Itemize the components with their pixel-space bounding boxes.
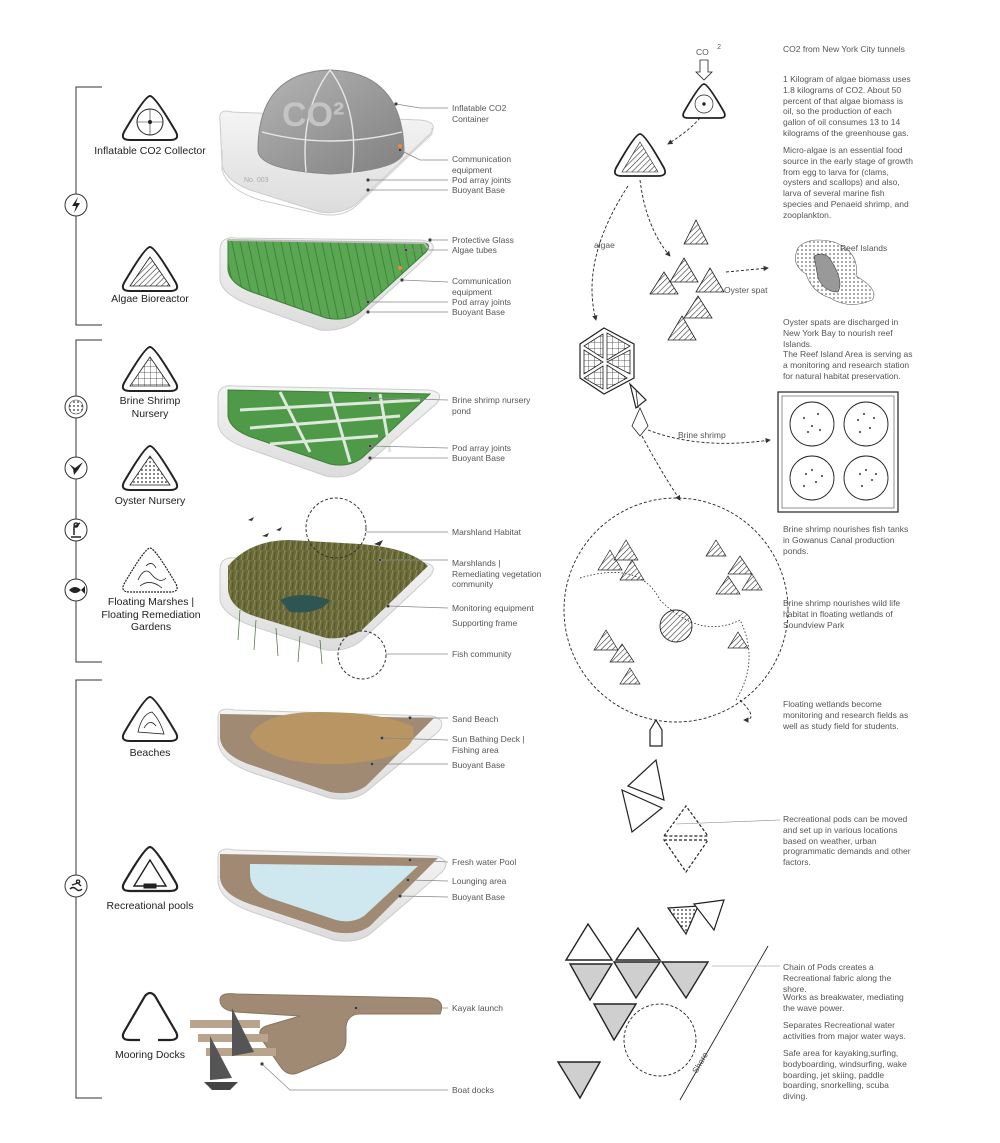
recreational-pod-chain <box>622 720 724 934</box>
note-micro-algae: Micro-algae is an essential food source in the early stage of growth from egg to larva for (clams, oysters and scallops) and also, larva of several marine fish species and Penaeid shrimp, and zooplankton. <box>783 145 913 220</box>
label-co2-container: Inflatable CO2 Container <box>452 103 507 124</box>
label-brine-joints: Pod array joints <box>452 443 512 453</box>
pod-name-beaches: Beaches <box>129 747 171 759</box>
pod-name-mooring-docks: Mooring Docks <box>114 1049 186 1061</box>
label-protective-glass: Protective Glass <box>452 235 514 245</box>
label-co2-base: Buoyant Base <box>452 185 505 195</box>
recreational-pool-triangle-icon <box>123 847 177 891</box>
note-soundview: Brine shrimp nourishes wild life habitat in floating wetlands of Soundview Park <box>783 598 901 630</box>
label-boat-docks: Boat docks <box>452 1085 495 1095</box>
label-marshland-habitat: Marshland Habitat <box>452 527 521 537</box>
note-algae-biomass: 1 Kilogram of algae biomass uses 1.8 kilograms of CO2. About 50 percent of that algae biomass is oil, so the production of each gallon of oil consumes 13 to 14 kilograms of the greenhouse gas. <box>783 74 911 138</box>
pod-name-co2-collector: Inflatable CO2 Collector <box>94 145 206 157</box>
beach-triangle-icon <box>123 697 177 741</box>
label-remediating-vegetation: Marshlands | Remediating vegetation community <box>452 558 542 589</box>
safe-area-zone <box>624 1004 696 1076</box>
flow-collector-icon <box>683 84 725 118</box>
algae-bioreactor-pod <box>220 238 433 331</box>
note-oyster-spats: Oyster spats are discharged in New York Bay to nourish reef Islands. <box>783 317 899 349</box>
label-kayak-launch: Kayak launch <box>452 1003 504 1013</box>
pod-serial-number: No. 003 <box>244 177 269 184</box>
flow-algae-label: algae <box>594 240 615 250</box>
brine-shrimp-triangle-icon <box>123 347 177 391</box>
bird-icon <box>65 457 87 479</box>
note-safe-area: Safe area for kayaking,surfing, bodyboarding, windsurfing, wake boarding, jet skiing, paddle boarding, snorkelling, scuba diving. <box>783 1048 907 1102</box>
label-sand-beach: Sand Beach <box>452 714 499 724</box>
note-recreational-pods: Recreational pods can be moved and set up in various locations based on weather, urban programmatic demands and other factors. <box>783 814 911 868</box>
brine-shrimp-pod <box>218 386 440 477</box>
co2-collector-triangle-icon <box>123 96 177 140</box>
flow-shore-label: Shore <box>690 1050 711 1075</box>
pod-icons <box>123 96 177 1040</box>
label-algae-communication: Communication equipment <box>452 276 512 297</box>
fish-icon <box>65 579 87 601</box>
label-co2-joints: Pod array joints <box>452 175 512 185</box>
co2-dome-lettering: CO² <box>282 96 345 134</box>
beach-pod <box>218 709 442 799</box>
label-algae-tubes: Algae tubes <box>452 245 497 255</box>
algae-bioreactor-triangle-icon <box>123 247 177 291</box>
note-co2-source: CO2 from New York City tunnels <box>783 44 905 54</box>
flow-co2-superscript: 2 <box>717 44 722 51</box>
label-beach-base: Buoyant Base <box>452 760 505 770</box>
central-hex-pod <box>660 610 692 642</box>
note-reef-island: The Reef Island Area is serving as a monitoring and research station for natural habitat preservation. <box>783 349 913 381</box>
co2-input-arrow <box>696 60 712 80</box>
swimmer-icon <box>65 875 87 897</box>
label-co2-communication: Communication equipment <box>452 154 512 175</box>
shore-pod-fabric <box>558 924 711 1098</box>
label-sun-bathing-deck: Sun Bathing Deck | Fishing area <box>452 734 525 755</box>
label-lounging-area: Lounging area <box>452 876 507 886</box>
pod-name-brine-shrimp: Brine Shrimp Nursery <box>119 395 181 420</box>
floating-marsh-triangle-icon <box>123 548 177 592</box>
floating-marsh-pod <box>220 498 433 679</box>
shell-icon <box>65 396 87 418</box>
label-algae-joints: Pod array joints <box>452 297 512 307</box>
label-monitoring-equipment: Monitoring equipment <box>452 603 534 613</box>
note-chain-of-pods: Chain of Pods creates a Recreational fabric along the shore. <box>783 962 892 994</box>
label-fish-community: Fish community <box>452 649 512 659</box>
pod-name-algae-bioreactor: Algae Bioreactor <box>111 293 189 305</box>
recreational-pool-pod <box>218 849 446 941</box>
label-fresh-water-pool: Fresh water Pool <box>452 857 517 867</box>
pod-name-floating-marshes: Floating Marshes | Floating Remediation Gardens <box>101 596 201 633</box>
brine-shrimp-hex-cluster <box>580 328 648 436</box>
co2-collector-pod <box>220 70 434 215</box>
oyster-nursery-triangle-icon <box>123 446 177 490</box>
label-pool-base: Buoyant Base <box>452 892 505 902</box>
flow-oyster-label: Oyster spat <box>724 285 768 295</box>
flow-co2-label <box>696 44 722 60</box>
flow-reef-label: Reef Islands <box>840 243 888 253</box>
lightning-icon <box>65 194 87 216</box>
pod-name-recreational-pools: Recreational pools <box>106 900 194 912</box>
label-algae-base: Buoyant Base <box>452 307 505 317</box>
note-wetlands-study: Floating wetlands become monitoring and research fields as well as study field for students. <box>783 699 909 731</box>
pod-name-oyster-nursery: Oyster Nursery <box>114 495 186 507</box>
flow-brine-label: Brine shrimp <box>678 430 726 440</box>
flow-co2-text: CO <box>696 47 709 57</box>
mooring-dock-triangle-icon <box>123 993 177 1040</box>
person-icon <box>65 519 87 541</box>
note-breakwater: Works as breakwater, mediating the wave power. <box>783 992 904 1013</box>
flow-bioreactor-icon <box>615 134 665 176</box>
label-brine-pond: Brine shrimp nursery pond <box>452 395 531 416</box>
note-separates: Separates Recreational water activities from major water ways. <box>783 1020 906 1041</box>
oyster-spat-cluster <box>650 220 724 340</box>
label-supporting-frame: Supporting frame <box>452 618 518 628</box>
label-brine-base: Buoyant Base <box>452 453 505 463</box>
note-gowanus: Brine shrimp nourishes fish tanks in Gowanus Canal production ponds. <box>783 524 909 556</box>
